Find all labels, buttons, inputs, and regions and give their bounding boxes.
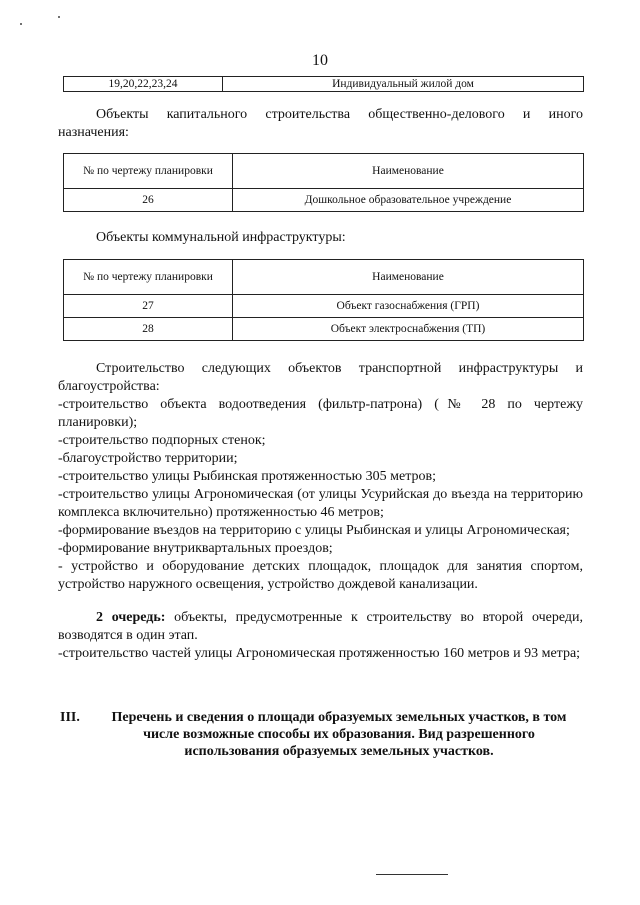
list-item: -благоустройство территории; — [58, 451, 238, 466]
second-stage-paragraph — [58, 609, 583, 645]
table-row — [64, 189, 584, 212]
list-item: -формирование въездов на территорию с улицы Рыбинская и улицы Агрономическая; — [58, 523, 570, 538]
footer-line — [376, 874, 448, 875]
header-number: № по чертежу планировки — [64, 154, 233, 189]
object-name-cell: Индивидуальный жилой дом — [223, 77, 584, 92]
scan-speck — [20, 23, 22, 25]
header-name: Наименование — [233, 154, 584, 189]
object-name-cell: Объект газоснабжения (ГРП) — [233, 295, 584, 318]
list-item: -строительство улицы Рыбинская протяженностью 305 метров; — [58, 469, 436, 484]
second-stage-text: объекты, предусмотренные к строительству во второй очереди, возводятся в один этап. — [58, 610, 583, 643]
second-stage-item: -строительство частей улицы Агрономическая протяженностью 160 метров и 93 метра; — [58, 646, 581, 661]
object-name-cell: Объект электроснабжения (ТП) — [233, 318, 584, 341]
page-number: 10 — [312, 52, 328, 69]
table-row — [64, 77, 584, 92]
public-objects-table — [63, 153, 584, 212]
second-stage-label: 2 очередь: — [96, 610, 166, 625]
object-number-cell: 28 — [64, 318, 233, 341]
object-number-cell: 26 — [64, 189, 233, 212]
list-item: -строительство улицы Агрономическая (от улицы Усурийская до въезда на территорию комплекса включительно) протяженностью 46 метров; — [58, 487, 583, 520]
list-item: -строительство объекта водоотведения (фильтр-патрона) (№ 28 по чертежу планировки); — [58, 397, 583, 430]
transport-list — [58, 396, 583, 594]
object-number-cell: 19,20,22,23,24 — [64, 77, 223, 92]
section-title: Перечень и сведения о площади образуемых земельных участков, в том числе возможные способы их образования. Вид разрешенного использования образуемых земельных участков. — [111, 710, 567, 759]
utility-objects-intro: Объекты коммунальной инфраструктуры: — [96, 230, 346, 245]
table-row — [64, 295, 584, 318]
section-number: III. — [60, 710, 80, 725]
list-item: -формирование внутриквартальных проездов; — [58, 541, 333, 556]
object-number-cell: 27 — [64, 295, 233, 318]
top-table — [63, 76, 584, 92]
list-item: - устройство и оборудование детских площадок, площадок для занятия спортом, устройство наружного освещения, устройство дождевой канализации. — [58, 559, 583, 592]
header-number: № по чертежу планировки — [64, 260, 233, 295]
public-objects-intro: Объекты капитального строительства общественно-делового и иного назначения: — [58, 107, 583, 140]
table-header-row — [64, 260, 584, 295]
section-heading — [60, 709, 580, 760]
header-name: Наименование — [233, 260, 584, 295]
table-row — [64, 318, 584, 341]
object-name-cell: Дошкольное образовательное учреждение — [233, 189, 584, 212]
transport-intro: Строительство следующих объектов транспортной инфраструктуры и благоустройства: — [58, 361, 583, 394]
utility-objects-table — [63, 259, 584, 341]
table-header-row — [64, 154, 584, 189]
list-item: -строительство подпорных стенок; — [58, 433, 266, 448]
scan-speck — [58, 16, 60, 18]
